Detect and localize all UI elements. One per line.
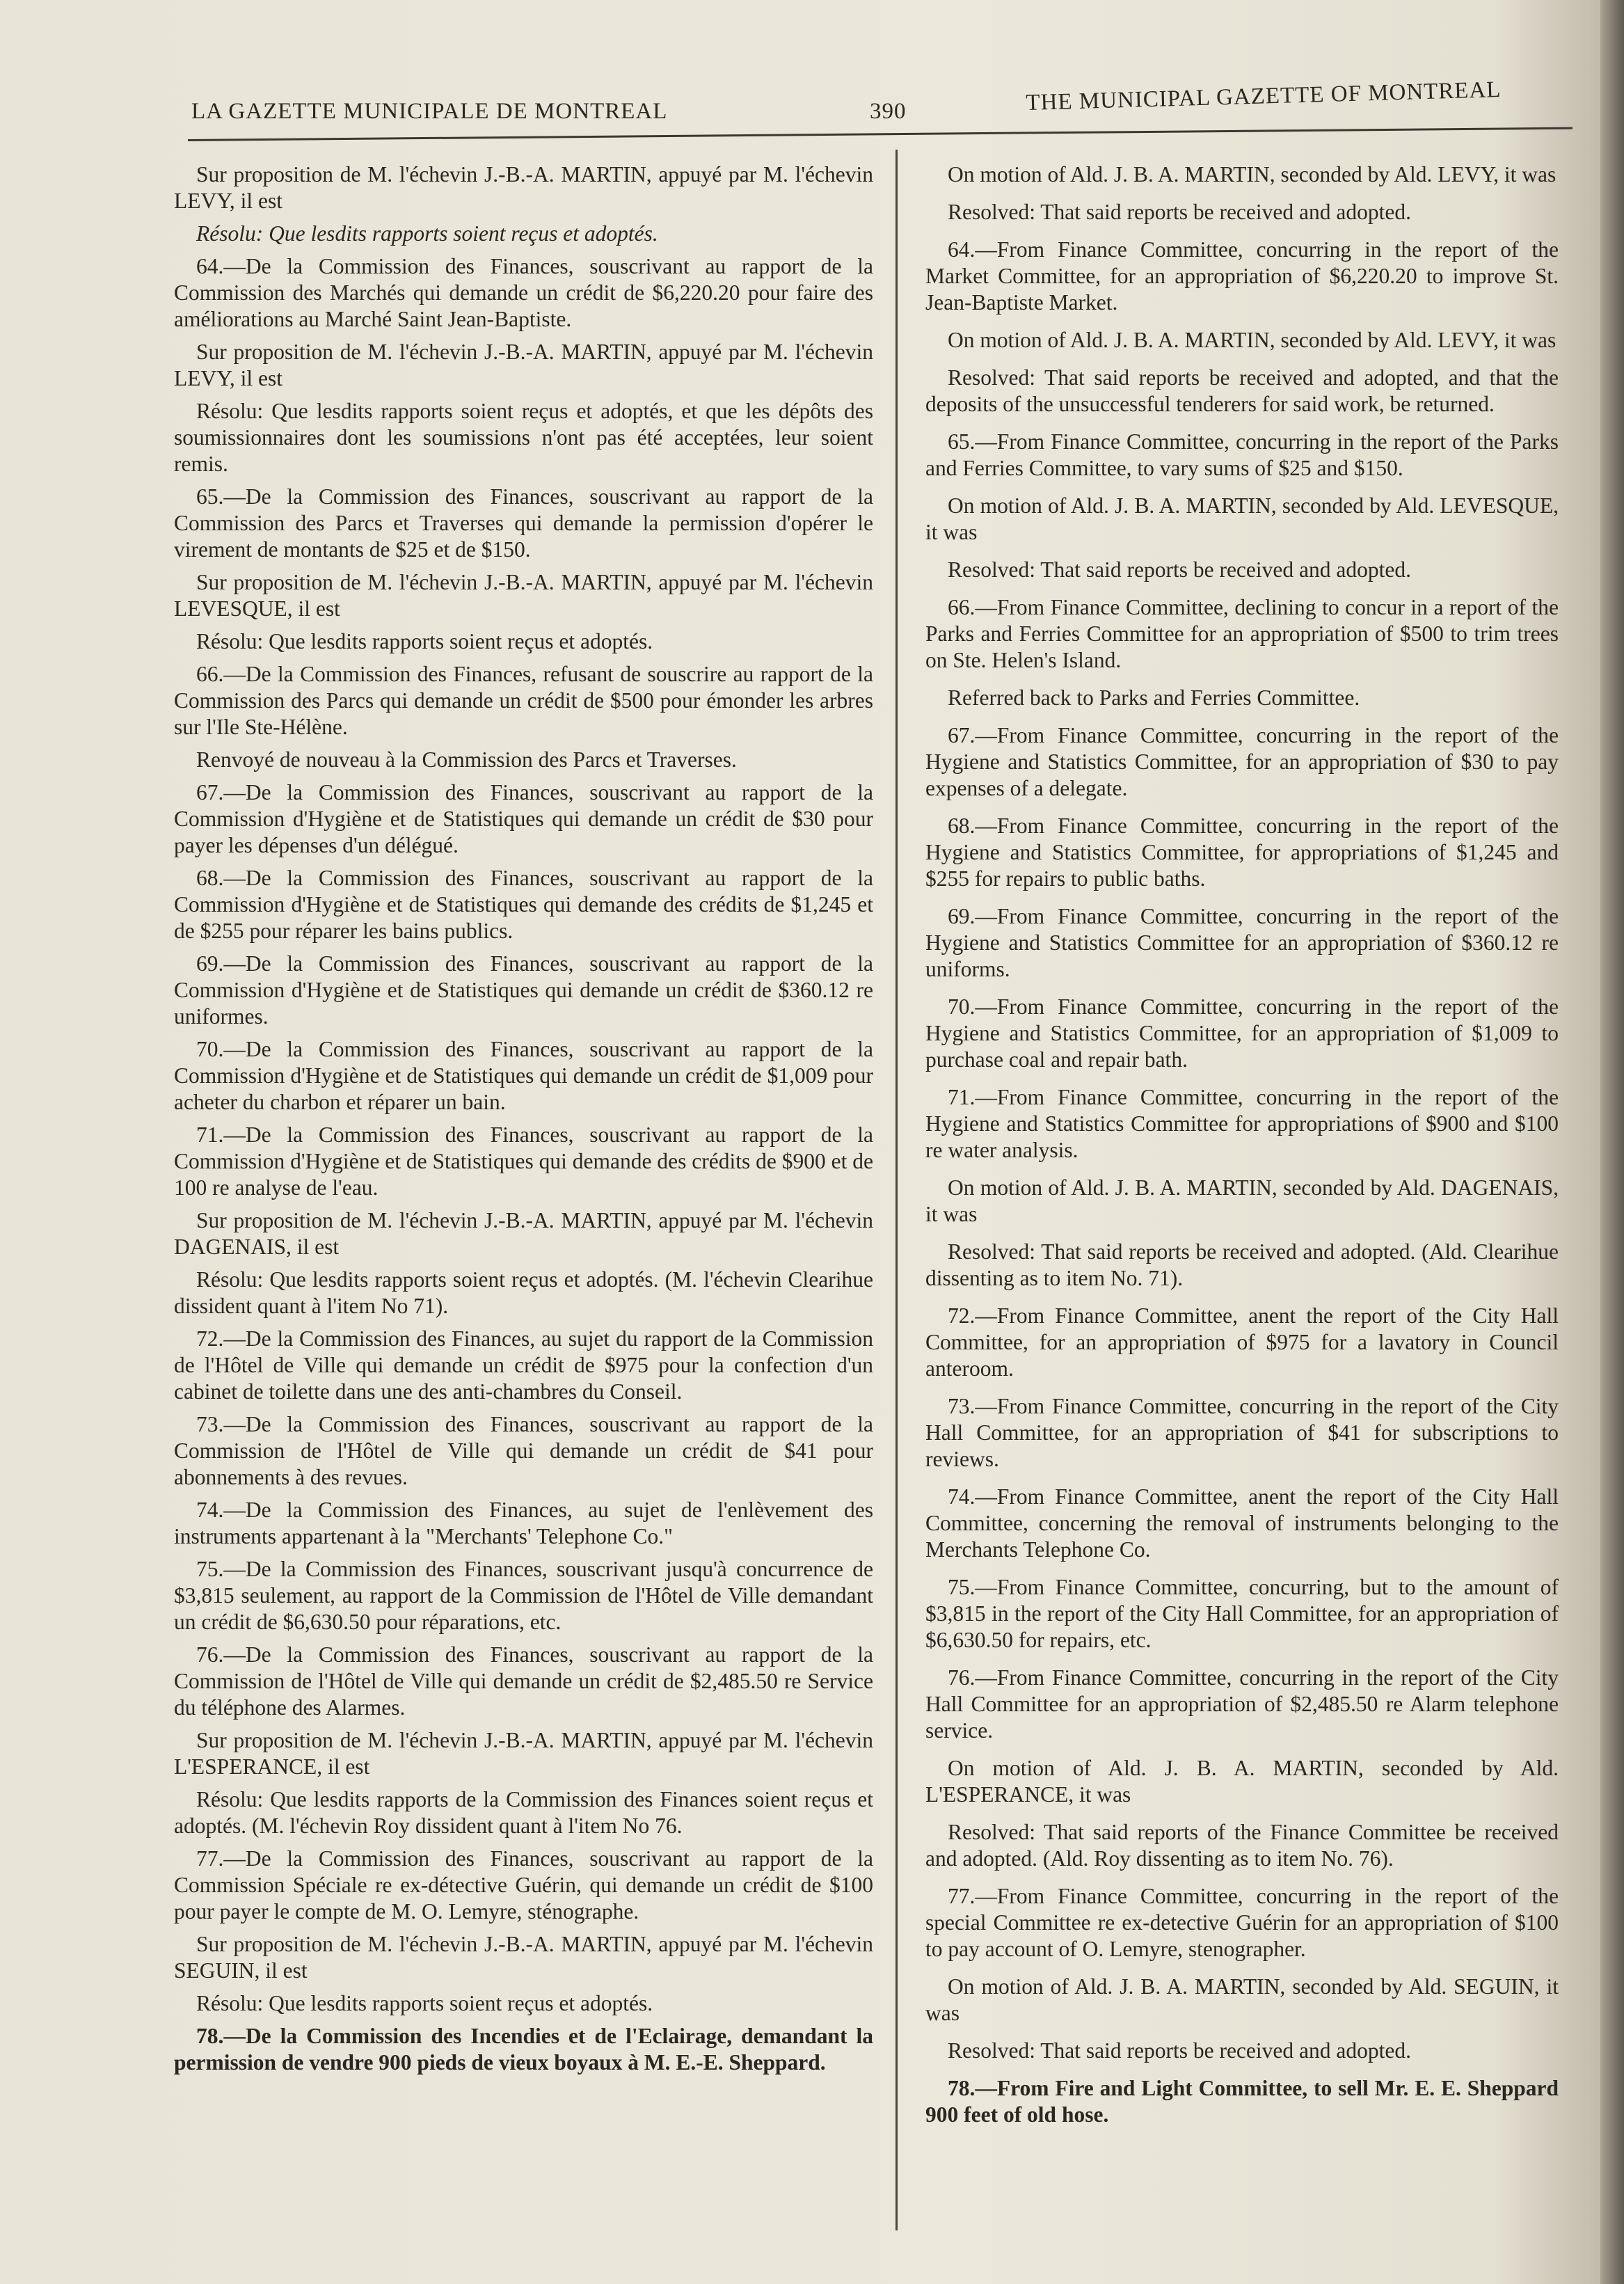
paragraph: Resolved: That said reports be received and adopted, and that the deposits of the unsuccessful tenderers for said work, be returned. <box>925 365 1559 416</box>
paragraph: 72.—De la Commission des Finances, au sujet du rapport de la Commission de l'Hôtel de Ville qui demande un crédit de $975 pour la confection d'un cabinet de toilette dans une des anti-chambres du Conseil. <box>174 1326 873 1404</box>
paragraph: On motion of Ald. J. B. A. MARTIN, seconded by Ald. DAGENAIS, it was <box>925 1175 1559 1226</box>
paragraph: 65.—From Finance Committee, concurring in the report of the Parks and Ferries Committee, to vary sums of $25 and $150. <box>925 429 1559 480</box>
paragraph: 67.—De la Commission des Finances, souscrivant au rapport de la Commission d'Hygiène et de Statistiques qui demande un crédit de $30 pour payer les dépenses d'un délégué. <box>174 780 873 857</box>
paragraph: 67.—From Finance Committee, concurring in the report of the Hygiene and Statistics Committee, for an appropriation of $30 to pay expenses of a delegate. <box>925 723 1559 800</box>
paragraph: Sur proposition de M. l'échevin J.-B.-A. MARTIN, appuyé par M. l'échevin LEVY, il est <box>174 162 873 213</box>
page-header <box>191 77 1576 132</box>
paragraph: Referred back to Parks and Ferries Committee. <box>948 685 1360 710</box>
paragraph: 66.—From Finance Committee, declining to concur in a report of the Parks and Ferries Committee for an appropriation of $500 to trim trees on Ste. Helen's Island. <box>925 595 1559 672</box>
page-edge-shadow <box>1600 0 1624 2284</box>
paragraph: 65.—De la Commission des Finances, souscrivant au rapport de la Commission des Parcs et Traverses qui demande la permission d'opérer le virement de montants de $25 et de $150. <box>174 484 873 562</box>
paragraph: 66.—De la Commission des Finances, refusant de souscrire au rapport de la Commission des Parcs qui demande un crédit de $500 pour émonder les arbres sur l'Ile Ste-Hélène. <box>174 662 873 739</box>
paragraph: On motion of Ald. J. B. A. MARTIN, seconded by Ald. LEVY, it was <box>948 328 1557 352</box>
paragraph: Resolved: That said reports be received and adopted. <box>948 557 1411 582</box>
paragraph: 71.—De la Commission des Finances, souscrivant au rapport de la Commission d'Hygiène et de Statistiques qui demande des crédits de $900 et de 100 re analyse de l'eau. <box>174 1123 873 1200</box>
header-french-title: LA GAZETTE MUNICIPALE DE MONTREAL <box>191 99 668 124</box>
paragraph: Sur proposition de M. l'échevin J.-B.-A. MARTIN, appuyé par M. l'échevin DAGENAIS, il est <box>174 1208 873 1259</box>
paragraph: Résolu: Que lesdits rapports soient reçus et adoptés, et que les dépôts des soumissionnaires dont les soumissions n'ont pas été acceptées, leur soient remis. <box>174 399 873 476</box>
paragraph: 73.—De la Commission des Finances, souscrivant au rapport de la Commission de l'Hôtel de Ville qui demande un crédit de $41 pour abonnements à des revues. <box>174 1412 873 1489</box>
paragraph: Résolu: Que lesdits rapports soient reçus et adoptés. <box>196 629 653 653</box>
paragraph: Resolved: That said reports be received and adopted. <box>948 200 1411 224</box>
paragraph: 78.—From Fire and Light Committee, to sell Mr. E. E. Sheppard 900 feet of old hose. <box>925 2076 1559 2127</box>
paragraph: Renvoyé de nouveau à la Commission des Parcs et Traverses. <box>196 747 737 772</box>
paragraph: Resolved: That said reports be received and adopted. <box>948 2038 1411 2063</box>
paragraph: Résolu: Que lesdits rapports de la Commission des Finances soient reçus et adoptés. (M. l'échevin Roy dissident quant à l'item No 76. <box>174 1787 873 1838</box>
paragraph: Résolu: Que lesdits rapports soient reçus et adoptés. <box>196 221 658 246</box>
paragraph: 73.—From Finance Committee, concurring in the report of the City Hall Committee, for an appropriation of $41 for subscriptions to reviews. <box>925 1394 1559 1471</box>
paragraph: 64.—De la Commission des Finances, souscrivant au rapport de la Commission des Marchés qui demande un crédit de $6,220.20 pour faire des améliorations au Marché Saint Jean-Baptiste. <box>174 254 873 331</box>
paragraph: Sur proposition de M. l'échevin J.-B.-A. MARTIN, appuyé par M. l'échevin SEGUIN, il est <box>174 1932 873 1983</box>
paragraph: 76.—From Finance Committee, concurring in the report of the City Hall Committee for an appropriation of $2,485.50 re Alarm telephone service. <box>925 1665 1559 1743</box>
french-column <box>174 161 873 2082</box>
paragraph: Sur proposition de M. l'échevin J.-B.-A. MARTIN, appuyé par M. l'échevin LEVY, il est <box>174 340 873 390</box>
paragraph: 68.—From Finance Committee, concurring in the report of the Hygiene and Statistics Committee, for appropriations of $1,245 and $255 for repairs to public baths. <box>925 814 1559 891</box>
page-number: 390 <box>870 99 907 124</box>
paragraph: Resolved: That said reports of the Finance Committee be received and adopted. (Ald. Roy dissenting as to item No. 76). <box>925 1820 1559 1871</box>
paragraph: 70.—From Finance Committee, concurring in the report of the Hygiene and Statistics Committee, for an appropriation of $1,009 to purchase coal and repair bath. <box>925 994 1559 1072</box>
english-column <box>925 161 1559 2139</box>
paragraph: Résolu: Que lesdits rapports soient reçus et adoptés. <box>196 1991 653 2015</box>
paragraph: Sur proposition de M. l'échevin J.-B.-A. MARTIN, appuyé par M. l'échevin L'ESPERANCE, il est <box>174 1728 873 1779</box>
paragraph: Résolu: Que lesdits rapports soient reçus et adoptés. (M. l'échevin Clearihue dissident quant à l'item No 71). <box>174 1267 873 1318</box>
paragraph: 69.—From Finance Committee, concurring in the report of the Hygiene and Statistics Committee for an appropriation of $360.12 re uniforms. <box>925 904 1559 981</box>
paragraph: Resolved: That said reports be received and adopted. (Ald. Clearihue dissenting as to item No. 71). <box>925 1239 1559 1290</box>
paragraph: On motion of Ald. J. B. A. MARTIN, seconded by Ald. SEGUIN, it was <box>925 1974 1559 2025</box>
paragraph: On motion of Ald. J. B. A. MARTIN, seconded by Ald. LEVESQUE, it was <box>925 493 1559 544</box>
paragraph: On motion of Ald. J. B. A. MARTIN, seconded by Ald. L'ESPERANCE, it was <box>925 1756 1559 1807</box>
paragraph: 75.—From Finance Committee, concurring, but to the amount of $3,815 in the report of the City Hall Committee, for an appropriation of $6,630.50 for repairs, etc. <box>925 1575 1559 1652</box>
column-divider <box>895 150 898 2230</box>
paragraph: 78.—De la Commission des Incendies et de l'Eclairage, demandant la permission de vendre 900 pieds de vieux boyaux à M. E.-E. Sheppard. <box>174 2024 873 2075</box>
paragraph: 69.—De la Commission des Finances, souscrivant au rapport de la Commission d'Hygiène et de Statistiques qui demande un crédit de $360.12 re uniformes. <box>174 951 873 1029</box>
paragraph: 74.—From Finance Committee, anent the report of the City Hall Committee, concerning the removal of instruments belonging to the Merchants Telephone Co. <box>925 1484 1559 1562</box>
paragraph: 75.—De la Commission des Finances, souscrivant jusqu'à concurrence de $3,815 seulement, au rapport de la Commission de l'Hôtel de Ville demandant un crédit de $6,630.50 pour réparations, etc. <box>174 1557 873 1634</box>
header-english-title: THE MUNICIPAL GAZETTE OF MONTREAL <box>1025 77 1502 116</box>
paragraph: 72.—From Finance Committee, anent the report of the City Hall Committee, for an appropriation of $975 for a lavatory in Council anteroom. <box>925 1303 1559 1381</box>
paragraph: 76.—De la Commission des Finances, souscrivant au rapport de la Commission de l'Hôtel de Ville qui demande un crédit de $2,485.50 re Service du téléphone des Alarmes. <box>174 1642 873 1720</box>
paragraph: 71.—From Finance Committee, concurring in the report of the Hygiene and Statistics Committee for appropriations of $900 and $100 re water analysis. <box>925 1085 1559 1162</box>
paragraph: 77.—De la Commission des Finances, souscrivant au rapport de la Commission Spéciale re ex-détective Guérin, qui demande un crédit de $100 pour payer le compte de M. O. Lemyre, sténographe. <box>174 1846 873 1924</box>
paragraph: 77.—From Finance Committee, concurring in the report of the special Committee re ex-detective Guérin for an appropriation of $100 to pay account of O. Lemyre, stenographer. <box>925 1884 1559 1961</box>
paragraph: On motion of Ald. J. B. A. MARTIN, seconded by Ald. LEVY, it was <box>948 162 1557 187</box>
paragraph: 68.—De la Commission des Finances, souscrivant au rapport de la Commission d'Hygiène et de Statistiques qui demande des crédits de $1,245 et de $255 pour réparer les bains publics. <box>174 866 873 943</box>
paragraph: 70.—De la Commission des Finances, souscrivant au rapport de la Commission d'Hygiène et de Statistiques qui demande un crédit de $1,009 pour acheter du charbon et réparer un bain. <box>174 1037 873 1114</box>
paragraph: Sur proposition de M. l'échevin J.-B.-A. MARTIN, appuyé par M. l'échevin LEVESQUE, il est <box>174 570 873 621</box>
paragraph: 74.—De la Commission des Finances, au sujet de l'enlèvement des instruments appartenant à la "Merchants' Telephone Co." <box>174 1498 873 1548</box>
paragraph: 64.—From Finance Committee, concurring in the report of the Market Committee, for an appropriation of $6,220.20 to improve St. Jean-Baptiste Market. <box>925 237 1559 315</box>
